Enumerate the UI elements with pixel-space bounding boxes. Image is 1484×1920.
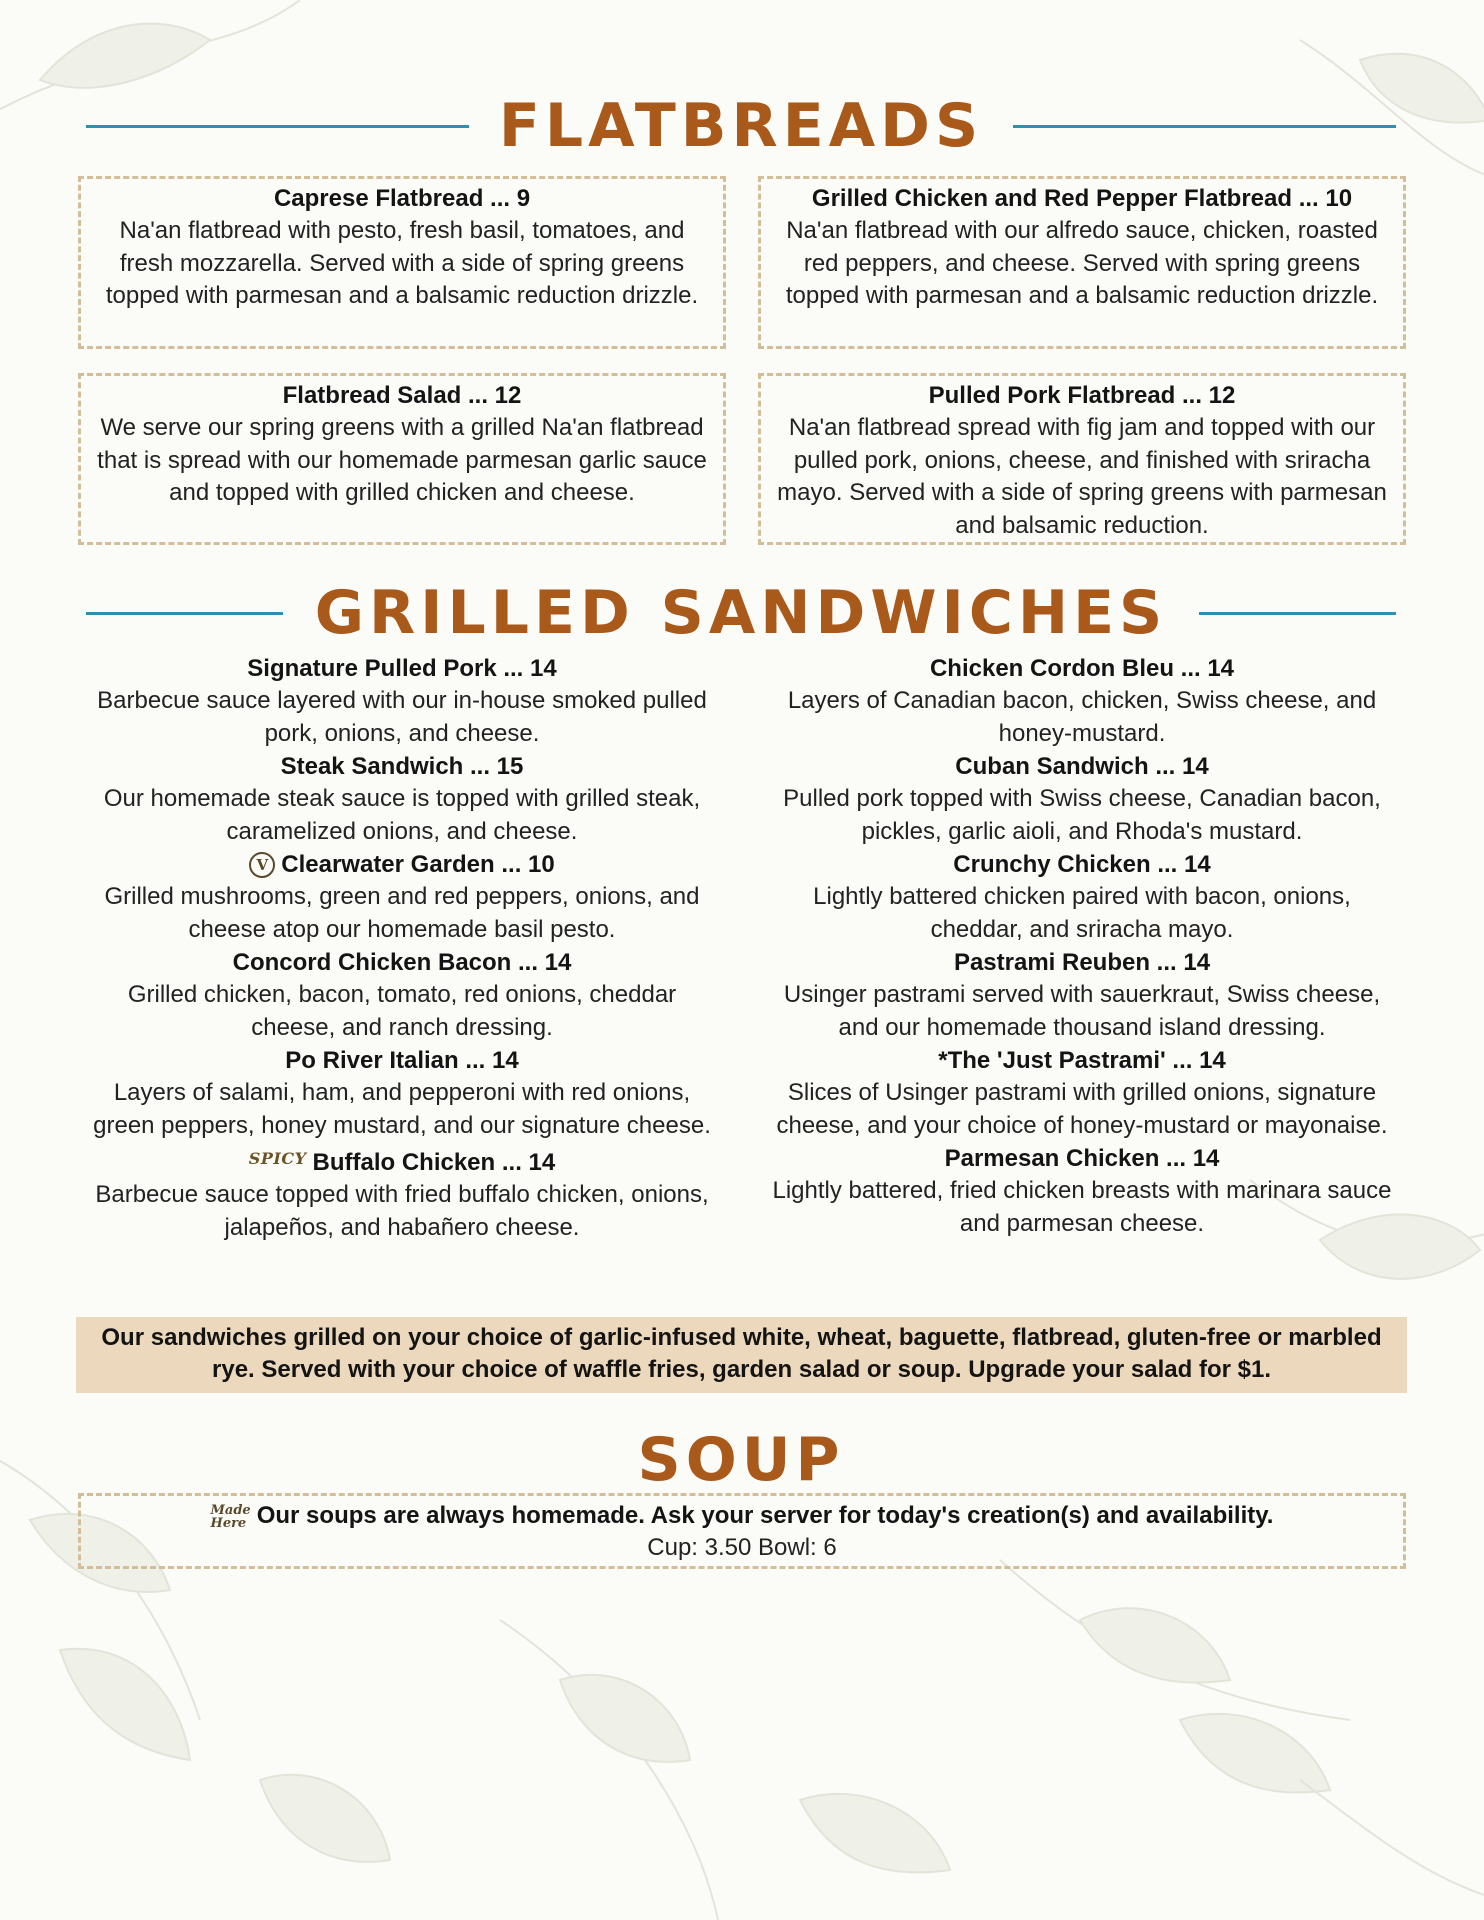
flatbread-item: [758, 176, 1406, 349]
item-title: Po River Italian ... 14: [285, 1047, 519, 1074]
item-description: Slices of Usinger pastrami with grilled onions, signature cheese, and your choice of honey-mustard or mayonaise.: [776, 1079, 1388, 1139]
item-description: Barbecue sauce topped with fried buffalo chicken, onions, jalapeños, and habañero cheese.: [95, 1181, 709, 1241]
item-description: Na'an flatbread spread with fig jam and topped with our pulled pork, onions, cheese, and finished with sriracha mayo. Served with a side of spring greens with parmesan and balsamic reduction.: [777, 414, 1387, 539]
heading-rule-left: [86, 612, 283, 615]
made-here-line-1: Made: [210, 1503, 251, 1518]
sandwich-item: [86, 946, 718, 1044]
flatbread-item: [78, 176, 726, 349]
item-title: Flatbread Salad ... 12: [282, 382, 522, 409]
soup-description: Our soups are always homemade. Ask your server for today's creation(s) and availability.: [256, 1502, 1274, 1529]
soup-heading-row: [86, 1425, 1396, 1495]
item-title: Pulled Pork Flatbread ... 12: [928, 382, 1236, 409]
item-title: Parmesan Chicken ... 14: [944, 1145, 1220, 1172]
flatbreads-heading: FLATBREADS: [498, 91, 984, 161]
item-description: Grilled mushrooms, green and red peppers, onions, and cheese atop our homemade basil pesto.: [104, 883, 700, 943]
item-description: Usinger pastrami served with sauerkraut, Swiss cheese, and our homemade thousand island dressing.: [783, 981, 1381, 1041]
item-description: Barbecue sauce layered with our in-house smoked pulled pork, onions, and cheese.: [97, 687, 707, 747]
item-title: Chicken Cordon Bleu ... 14: [929, 655, 1235, 682]
item-title: Signature Pulled Pork ... 14: [247, 655, 557, 682]
sandwich-item: [770, 652, 1394, 750]
sandwich-item: [86, 1142, 718, 1244]
item-title: Buffalo Chicken ... 14: [312, 1149, 556, 1176]
item-description: Lightly battered chicken paired with bacon, onions, cheddar, and sriracha mayo.: [813, 883, 1351, 943]
soup-item: [78, 1493, 1406, 1569]
item-description: Na'an flatbread with pesto, fresh basil, tomatoes, and fresh mozzarella. Served with a side of spring greens topped with parmesan and a balsamic reduction drizzle.: [105, 217, 699, 309]
sandwich-item: [86, 750, 718, 848]
item-title: Grilled Chicken and Red Pepper Flatbread ... 10: [811, 185, 1353, 212]
sandwich-column-right: [770, 652, 1394, 1240]
item-description: Pulled pork topped with Swiss cheese, Canadian bacon, pickles, garlic aioli, and Rhoda's mustard.: [783, 785, 1381, 845]
sandwich-item: [770, 1044, 1394, 1142]
soup-prices: Cup: 3.50 Bowl: 6: [647, 1534, 837, 1561]
item-description: Na'an flatbread with our alfredo sauce, chicken, roasted red peppers, and cheese. Served with spring greens topped with parmesan and a balsamic reduction drizzle.: [785, 217, 1379, 309]
item-title-row: [86, 1142, 718, 1179]
made-here-badge: [211, 1504, 251, 1530]
sandwich-item: [770, 848, 1394, 946]
item-title: Concord Chicken Bacon ... 14: [232, 949, 572, 976]
heading-rule-left: [86, 125, 469, 128]
sandwich-item: [770, 750, 1394, 848]
item-description: Our homemade steak sauce is topped with grilled steak, caramelized onions, and cheese.: [103, 785, 701, 845]
spicy-tag: SPICY: [248, 1149, 307, 1168]
sandwiches-heading: GRILLED SANDWICHES: [314, 578, 1168, 648]
item-description: We serve our spring greens with a grilled Na'an flatbread that is spread with our homemade parmesan garlic sauce and topped with grilled chicken and cheese.: [97, 414, 707, 506]
flatbread-item: [758, 373, 1406, 545]
sandwich-item: [770, 946, 1394, 1044]
item-title: Caprese Flatbread ... 9: [273, 185, 531, 212]
item-title: *The 'Just Pastrami' ... 14: [938, 1047, 1226, 1074]
flatbreads-heading-row: [86, 91, 1396, 161]
sandwich-item: [770, 1142, 1394, 1240]
soup-description-row: [95, 1500, 1389, 1532]
item-title: Cuban Sandwich ... 14: [955, 753, 1209, 780]
item-description: Lightly battered, fried chicken breasts with marinara sauce and parmesan cheese.: [772, 1177, 1392, 1237]
item-title: Crunchy Chicken ... 14: [953, 851, 1211, 878]
heading-rule-right: [1013, 125, 1396, 128]
item-description: Layers of salami, ham, and pepperoni with red onions, green peppers, honey mustard, and our signature cheese.: [93, 1079, 711, 1139]
item-title: Steak Sandwich ... 15: [280, 753, 524, 780]
sandwich-item: [86, 1044, 718, 1142]
heading-rule-right: [1199, 612, 1396, 615]
sandwich-item: [86, 848, 718, 946]
item-title-row: [86, 848, 718, 881]
item-title: Pastrami Reuben ... 14: [953, 949, 1211, 976]
sandwich-item: [86, 652, 718, 750]
made-here-line-2: Here: [210, 1516, 247, 1531]
sandwiches-heading-row: [86, 578, 1396, 648]
vegetarian-icon: V: [249, 852, 275, 878]
soup-heading: SOUP: [637, 1425, 845, 1495]
item-description: Layers of Canadian bacon, chicken, Swiss cheese, and honey-mustard.: [787, 687, 1377, 747]
item-title: Clearwater Garden ... 10: [281, 851, 555, 878]
flatbread-item: [78, 373, 726, 545]
sandwich-column-left: [86, 652, 718, 1244]
sandwich-bread-note: Our sandwiches grilled on your choice of garlic-infused white, wheat, baguette, flatbread, gluten-free or marbled rye. Served with your choice of waffle fries, garden salad or soup. Upgrade your salad for $1.: [76, 1317, 1407, 1393]
item-description: Grilled chicken, bacon, tomato, red onions, cheddar cheese, and ranch dressing.: [127, 981, 677, 1041]
